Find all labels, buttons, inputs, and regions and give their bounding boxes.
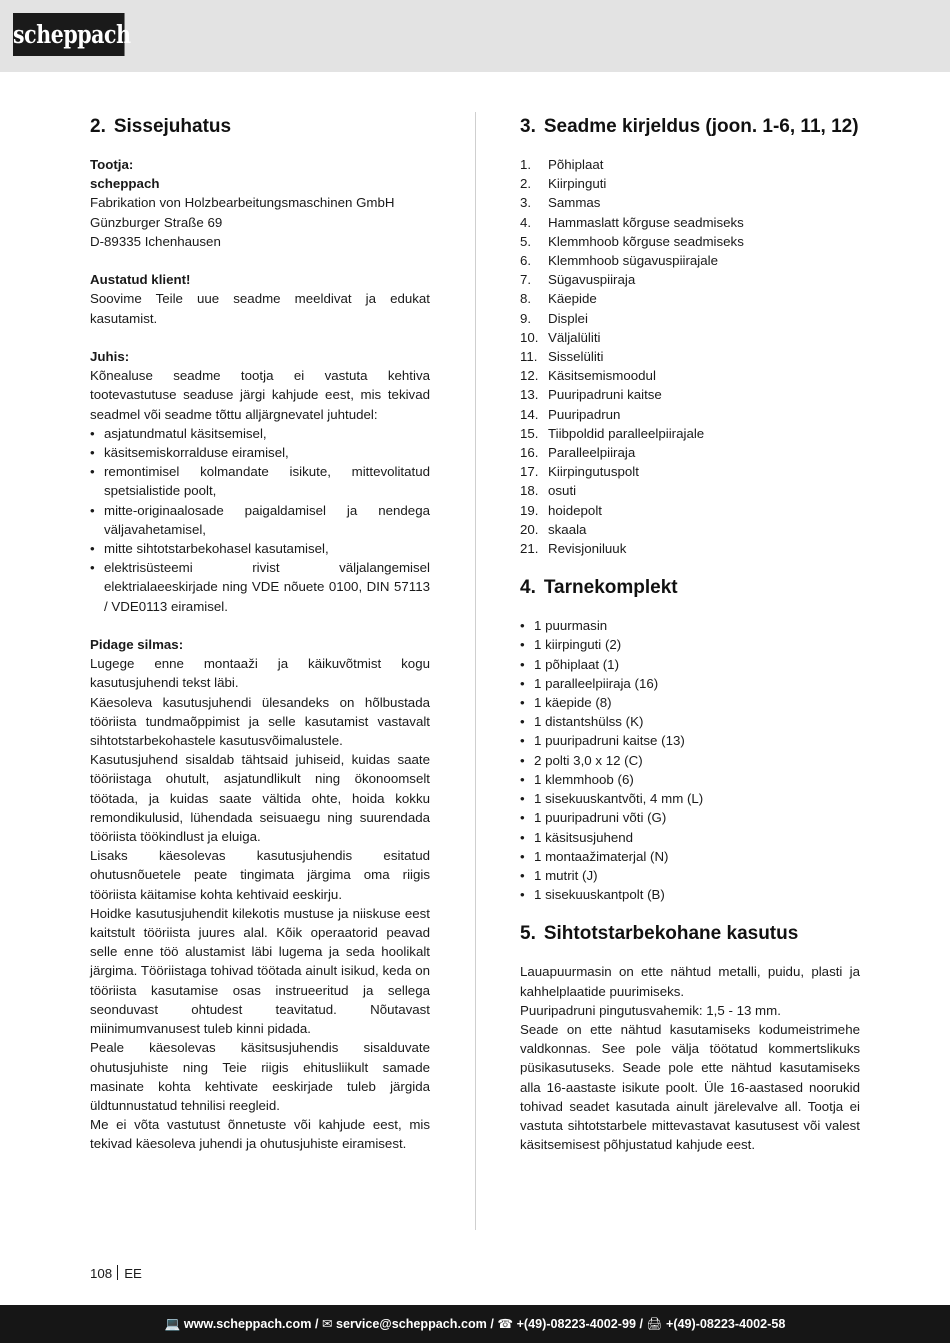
- observe-paragraph: Käesoleva kasutusjuhendi ülesandeks on hõlbustada tööriista tundmaõppimist ja selle kasutamist vastavalt sihtotstarbekohastele kasutusvõimalustele.: [90, 694, 430, 749]
- parts-item-label: hoidepolt: [548, 502, 602, 518]
- list-item: • asjatundmatul käsitsemisel,: [90, 424, 430, 443]
- page-language: EE: [124, 1266, 142, 1281]
- delivery-list-item: • 1 distantshülss (K): [520, 712, 860, 731]
- parts-item-number: 20.: [520, 521, 539, 537]
- manufacturer-city: D-89335 Ichenhausen: [90, 233, 221, 249]
- delivery-list-item: • 1 käsitsusjuhend: [520, 828, 860, 847]
- manufacturer-label: Tootja:: [90, 157, 134, 172]
- parts-item-number: 4.: [520, 214, 532, 230]
- parts-item-number: 19.: [520, 502, 539, 518]
- parts-item-number: 11.: [520, 349, 538, 365]
- parts-list-item: [520, 270, 860, 289]
- delivery-list-item: • 1 montaažimaterjal (N): [520, 847, 860, 866]
- delivery-list-item: • 1 puuripadruni võti (G): [520, 808, 860, 827]
- parts-list-item: [520, 251, 860, 270]
- section-heading-intended-use: 5. Sihtotstarbekohane kasutus: [520, 923, 799, 945]
- observe-paragraph: Kasutusjuhend sisaldab tähtsaid juhiseid, kuidas saate tööriistaga ohutult, asjatundlikult ning ökonoomselt töötada, ja kuidas saate vältida ohte, hoida kokku remondikulusid, lühendada seisuaegu ning suurendada tööriista töökindlust ja eluiga.: [90, 752, 430, 845]
- list-item: • käsitsemiskorralduse eiramisel,: [90, 443, 430, 462]
- header-band: [0, 0, 950, 72]
- parts-list-item: [520, 174, 860, 193]
- parts-item-label: Sisselüliti: [548, 349, 604, 365]
- delivery-list: [520, 616, 860, 904]
- note-label: Juhis:: [90, 349, 130, 364]
- parts-list-item: [520, 520, 860, 539]
- footer-contact-bar: 💻 www.scheppach.com / ✉ service@scheppach.com / ☎ +(49)-08223-4002-99 / 🖨 +(49)-08223-4002-58: [0, 1305, 950, 1343]
- parts-item-number: 21.: [520, 541, 539, 557]
- observe-label: Pidage silmas:: [90, 637, 184, 653]
- footer-fax: +(49)-08223-4002-58: [665, 1317, 786, 1331]
- scheppach-logo: scheppach: [13, 13, 125, 56]
- section-heading-introduction: 2. Sissejuhatus: [90, 116, 232, 137]
- parts-item-label: Käepide: [548, 291, 597, 307]
- observe-paragraph: Lugege enne montaaži ja käikuvõtmist kogu kasutusjuhendi tekst läbi.: [90, 656, 430, 691]
- delivery-list-item: • 1 põhiplaat (1): [520, 655, 860, 674]
- parts-item-number: 16.: [520, 445, 539, 461]
- manufacturer-company: Fabrikation von Holzbearbeitungsmaschinen GmbH: [90, 195, 395, 211]
- parts-item-number: 5.: [520, 233, 532, 249]
- delivery-list-item: • 1 paralleelpiiraja (16): [520, 674, 860, 693]
- use-paragraph: Lauapuurmasin on ette nähtud metalli, puidu, plasti ja kahhelplaatide puurimiseks.: [520, 964, 860, 999]
- parts-item-number: 18.: [520, 483, 539, 499]
- parts-item-number: 6.: [520, 253, 532, 269]
- parts-item-label: Kiirpingutuspolt: [548, 464, 639, 480]
- parts-item-label: Tiibpoldid paralleelpiirajale: [548, 425, 705, 441]
- delivery-list-item: • 1 sisekuuskantvõti, 4 mm (L): [520, 789, 860, 808]
- parts-item-number: 2.: [520, 176, 532, 192]
- observe-paragraph: Hoidke kasutusjuhendit kilekotis mustuse ja niiskuse eest kaitstult tööriista juures alal. Kõik operaatorid peavad selle enne töö alustamist läbi lugema ja seda hoolikalt järgima. Tööriistaga tohivad töötada ainult isikud, keda on tööriista kasutamise osas instrueeritud ja sellega seonduvast ohtudest teavitatud. Nõutavast miinimumvanusest tuleb kinni pidada.: [90, 905, 430, 1037]
- parts-item-number: 10.: [520, 329, 539, 345]
- email-icon: ✉: [321, 1317, 333, 1331]
- footer-website[interactable]: www.scheppach.com: [183, 1317, 312, 1331]
- parts-item-label: Hammaslatt kõrguse seadmiseks: [548, 214, 744, 230]
- parts-item-label: Puuripadruni kaitse: [548, 387, 662, 403]
- parts-list-item: [520, 501, 860, 520]
- parts-list-item: [520, 539, 860, 558]
- parts-item-number: 15.: [520, 425, 539, 441]
- delivery-list-item: • 1 puurmasin: [520, 616, 860, 635]
- use-paragraph: Seade on ette nähtud kasutamiseks kodumeistrimehe valdkonnas. See pole välja töötatud kommertslikuks püsikasutuseks. Seade pole ette nähtud kasutamiseks alla 16-aastaste isikute poolt. Üle 16-aastased noorukid tohivad seadet kasutada ainult järelevalve all. Tootja ei vastuta sihtotstarbele mittevastavat kasutusest või valest käsitsemisest põhjustatud kahjude eest.: [520, 1021, 860, 1153]
- customer-text: Soovime Teile uue seadme meeldivat ja edukat kasutamist.: [90, 291, 430, 326]
- right-column: [520, 111, 860, 1154]
- parts-item-label: Klemmhoob kõrguse seadmiseks: [548, 233, 744, 249]
- observe-paragraph: Peale käesolevas käsitsusjuhendis sisalduvate ohutusjuhiste ning Teie riigis ehitusliikult samade masinate kohta kehtivate eeskirjade tuleb järgida üldtunnustatud tehnilisi reegleid.: [90, 1040, 430, 1113]
- parts-list-item: [520, 309, 860, 328]
- parts-list-item: [520, 385, 860, 404]
- footer-phone: +(49)-08223-4002-99: [516, 1317, 636, 1331]
- delivery-list-item: • 1 kiirpinguti (2): [520, 635, 860, 654]
- observe-paragraph: Me ei võta vastutust õnnetuste või kahjude eest, mis tekivad käesoleva juhendi ja ohutusjuhiste eiramisest.: [90, 1117, 430, 1152]
- parts-list-item: [520, 443, 860, 462]
- parts-item-number: 17.: [520, 464, 539, 480]
- footer-email[interactable]: service@scheppach.com: [336, 1317, 487, 1331]
- delivery-list-item: • 2 polti 3,0 x 12 (C): [520, 751, 860, 770]
- parts-item-number: 8.: [520, 291, 532, 307]
- parts-item-number: 12.: [520, 368, 539, 384]
- parts-list-item: [520, 462, 860, 481]
- observe-paragraph: Lisaks käesolevas kasutusjuhendis esitatud ohutusnõuetele peate tingimata järgima oma riigis tööriista käitamise kohta kehtivaid eeskirju.: [90, 848, 430, 902]
- list-item: • remontimisel kolmandate isikute, mittevolitatud spetsialistide poolt,: [90, 462, 430, 500]
- section-heading-delivery: 4. Tarnekomplekt: [520, 577, 678, 599]
- note-bullet-list: [90, 424, 430, 616]
- parts-list-item: [520, 328, 860, 347]
- parts-item-number: 14.: [520, 406, 539, 422]
- manufacturer-street: Günzburger Straße 69: [90, 214, 223, 230]
- parts-item-label: Klemmhoob sügavuspiirajale: [548, 253, 718, 269]
- delivery-list-item: • 1 mutrit (J): [520, 866, 860, 885]
- parts-item-number: 1.: [520, 157, 532, 172]
- parts-item-label: Puuripadrun: [548, 406, 621, 422]
- parts-list-item: [520, 347, 860, 366]
- parts-item-label: Käsitsemismoodul: [548, 368, 656, 384]
- parts-list-item: [520, 405, 860, 424]
- delivery-list-item: • 1 klemmhoob (6): [520, 770, 860, 789]
- parts-item-label: Displei: [548, 310, 588, 326]
- parts-item-label: Paralleelpiiraja: [548, 445, 636, 461]
- parts-list-item: [520, 289, 860, 308]
- use-paragraph: Puuripadruni pingutusvahemik: 1,5 - 13 mm.: [520, 1002, 781, 1018]
- parts-list: [520, 155, 860, 558]
- left-column: [90, 111, 430, 1154]
- list-item: • elektrisüsteemi rivist väljalangemisel elektrialaeeskirjade ning VDE nõuete 0100, DIN 57113 / VDE0113 eiramisel.: [90, 558, 430, 616]
- page-number: [90, 1265, 142, 1283]
- parts-item-number: 7.: [520, 272, 532, 288]
- fax-icon: 🖨: [646, 1317, 663, 1331]
- parts-list-item: [520, 155, 860, 174]
- parts-item-label: skaala: [548, 521, 587, 537]
- parts-item-number: 9.: [520, 310, 532, 326]
- parts-item-label: Sammas: [548, 195, 601, 211]
- delivery-list-item: • 1 puuripadruni kaitse (13): [520, 731, 860, 750]
- parts-list-item: [520, 481, 860, 500]
- list-item: • mitte sihtotstarbekohasel kasutamisel,: [90, 539, 430, 558]
- computer-icon: 💻: [164, 1317, 181, 1331]
- delivery-list-item: • 1 käepide (8): [520, 693, 860, 712]
- parts-item-label: osuti: [548, 483, 577, 499]
- parts-list-item: [520, 193, 860, 212]
- column-divider: [475, 112, 476, 1230]
- parts-item-number: 3.: [520, 195, 532, 211]
- page-number-separator: [117, 1265, 118, 1280]
- parts-item-number: 13.: [520, 387, 539, 403]
- parts-list-item: [520, 213, 860, 232]
- parts-list-item: [520, 366, 860, 385]
- phone-icon: ☎: [497, 1317, 514, 1331]
- parts-item-label: Väljalüliti: [548, 329, 601, 345]
- note-text: Kõnealuse seadme tootja ei vastuta kehtiva tootevastutuse seaduse järgi kahjude eest, mis tekivad seadmel või seadme tõttu alljärgnevatel juhtudel:: [90, 368, 430, 422]
- delivery-list-item: • 1 sisekuuskantpolt (B): [520, 885, 860, 904]
- parts-list-item: [520, 232, 860, 251]
- parts-list-item: [520, 424, 860, 443]
- customer-label: Austatud klient!: [90, 272, 191, 288]
- parts-item-label: Kiirpinguti: [548, 176, 607, 192]
- list-item: • mitte-originaalosade paigaldamisel ja nendega väljavahetamisel,: [90, 501, 430, 539]
- parts-item-label: Sügavuspiiraja: [548, 272, 636, 288]
- parts-item-label: Revisjoniluuk: [548, 541, 627, 557]
- page-number-value: 108: [90, 1266, 113, 1281]
- parts-item-label: Põhiplaat: [548, 157, 604, 172]
- section-heading-description: 3. Seadme kirjeldus (joon. 1-6, 11, 12): [520, 116, 859, 137]
- manufacturer-name: scheppach: [90, 176, 160, 192]
